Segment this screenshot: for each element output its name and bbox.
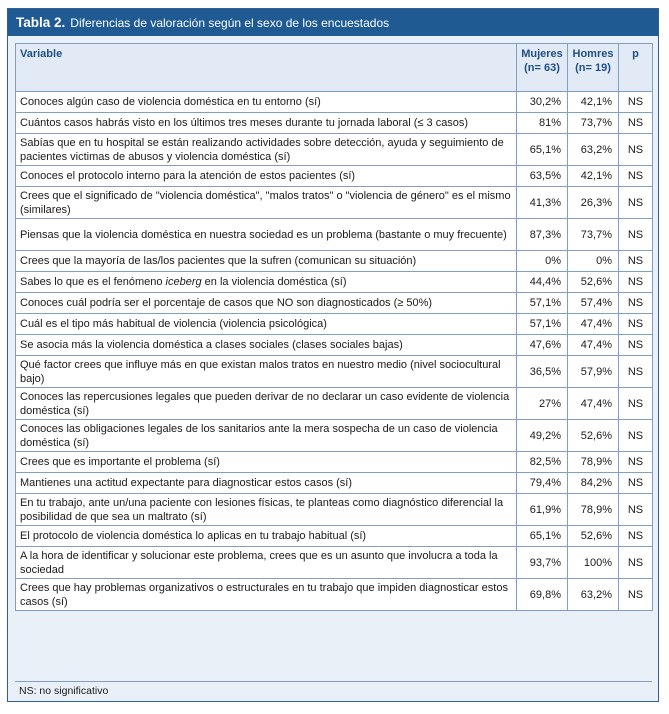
cell-hombres: 26,3% xyxy=(568,187,619,219)
cell-hombres: 78,9% xyxy=(568,494,619,526)
cell-mujeres: 61,9% xyxy=(517,494,568,526)
table-row xyxy=(16,452,653,473)
cell-variable: Conoces el protocolo interno para la atención de estos pacientes (sí) xyxy=(16,166,517,187)
cell-variable-post: en la violencia doméstica (sí) xyxy=(201,276,347,288)
cell-hombres: 47,4% xyxy=(568,314,619,335)
table-row xyxy=(16,293,653,314)
cell-hombres: 42,1% xyxy=(568,92,619,113)
table-label: Tabla 2. xyxy=(16,15,66,30)
cell-hombres: 73,7% xyxy=(568,113,619,134)
cell-variable: Conoces algún caso de violencia doméstica en tu entorno (sí) xyxy=(16,92,517,113)
table-row xyxy=(16,494,653,526)
cell-mujeres: 82,5% xyxy=(517,452,568,473)
table-row xyxy=(16,314,653,335)
cell-mujeres: 27% xyxy=(517,388,568,420)
cell-variable: Crees que el significado de "violencia doméstica", "malos tratos" o "violencia de género" es el mismo (similares) xyxy=(16,187,517,219)
cell-mujeres: 57,1% xyxy=(517,293,568,314)
cell-p: NS xyxy=(619,547,653,579)
cell-hombres: 73,7% xyxy=(568,219,619,251)
table-row xyxy=(16,219,653,251)
cell-mujeres: 93,7% xyxy=(517,547,568,579)
table-title-bar xyxy=(8,9,658,36)
header-mujeres-n: (n= 63) xyxy=(524,62,560,74)
cell-variable: Se asocia más la violencia doméstica a clases sociales (clases sociales bajas) xyxy=(16,335,517,356)
cell-mujeres: 69,8% xyxy=(517,579,568,611)
cell-mujeres: 49,2% xyxy=(517,420,568,452)
table-row xyxy=(16,187,653,219)
cell-mujeres: 87,3% xyxy=(517,219,568,251)
cell-p: NS xyxy=(619,187,653,219)
cell-variable: Piensas que la violencia doméstica en nuestra sociedad es un problema (bastante o muy frecuente) xyxy=(16,219,517,251)
cell-p: NS xyxy=(619,293,653,314)
cell-p: NS xyxy=(619,579,653,611)
header-hombres-label: Homres xyxy=(572,48,614,60)
cell-p: NS xyxy=(619,356,653,388)
table-row xyxy=(16,335,653,356)
table-row xyxy=(16,92,653,113)
header-variable: Variable xyxy=(16,44,517,92)
cell-variable: El protocolo de violencia doméstica lo aplicas en tu trabajo habitual (sí) xyxy=(16,526,517,547)
data-table xyxy=(15,43,653,611)
cell-variable: Crees que hay problemas organizativos o estructurales en tu trabajo que impiden diagnosticar estos casos (sí) xyxy=(16,579,517,611)
cell-variable-emphasis: iceberg xyxy=(165,276,202,288)
cell-mujeres: 47,6% xyxy=(517,335,568,356)
cell-variable xyxy=(16,272,517,293)
table-row xyxy=(16,356,653,388)
cell-p: NS xyxy=(619,251,653,272)
cell-p: NS xyxy=(619,420,653,452)
cell-p: NS xyxy=(619,388,653,420)
cell-p: NS xyxy=(619,113,653,134)
header-hombres-n: (n= 19) xyxy=(575,62,611,74)
cell-p: NS xyxy=(619,473,653,494)
cell-hombres: 57,9% xyxy=(568,356,619,388)
cell-mujeres: 41,3% xyxy=(517,187,568,219)
cell-p: NS xyxy=(619,134,653,166)
cell-variable: Crees que es importante el problema (sí) xyxy=(16,452,517,473)
cell-variable: Crees que la mayoría de las/los pacientes que la sufren (comunican su situación) xyxy=(16,251,517,272)
cell-p: NS xyxy=(619,526,653,547)
cell-mujeres: 81% xyxy=(517,113,568,134)
header-row xyxy=(16,44,653,92)
header-mujeres xyxy=(517,44,568,92)
cell-mujeres: 57,1% xyxy=(517,314,568,335)
cell-variable: En tu trabajo, ante un/una paciente con lesiones físicas, te planteas como diagnóstico diferencial la posibilidad de que sea un maltrato (sí) xyxy=(16,494,517,526)
cell-p: NS xyxy=(619,92,653,113)
cell-variable: Cuántos casos habrás visto en los últimos tres meses durante tu jornada laboral (≤ 3 casos) xyxy=(16,113,517,134)
cell-mujeres: 30,2% xyxy=(517,92,568,113)
cell-variable: Cuál es el tipo más habitual de violencia (violencia psicológica) xyxy=(16,314,517,335)
cell-hombres: 52,6% xyxy=(568,272,619,293)
header-hombres xyxy=(568,44,619,92)
cell-hombres: 52,6% xyxy=(568,526,619,547)
header-p: p xyxy=(619,44,653,92)
cell-hombres: 63,2% xyxy=(568,134,619,166)
table-row xyxy=(16,251,653,272)
cell-p: NS xyxy=(619,314,653,335)
cell-mujeres: 79,4% xyxy=(517,473,568,494)
cell-mujeres: 65,1% xyxy=(517,526,568,547)
cell-mujeres: 44,4% xyxy=(517,272,568,293)
cell-mujeres: 65,1% xyxy=(517,134,568,166)
table-row xyxy=(16,166,653,187)
cell-hombres: 47,4% xyxy=(568,335,619,356)
cell-hombres: 42,1% xyxy=(568,166,619,187)
table-row xyxy=(16,547,653,579)
cell-hombres: 52,6% xyxy=(568,420,619,452)
cell-mujeres: 36,5% xyxy=(517,356,568,388)
cell-p: NS xyxy=(619,335,653,356)
cell-mujeres: 63,5% xyxy=(517,166,568,187)
cell-hombres: 57,4% xyxy=(568,293,619,314)
cell-p: NS xyxy=(619,452,653,473)
cell-variable: Conoces las repercusiones legales que pueden derivar de no declarar un caso evidente de violencia doméstica (sí) xyxy=(16,388,517,420)
table-caption: Diferencias de valoración según el sexo de los encuestados xyxy=(70,15,390,30)
cell-p: NS xyxy=(619,272,653,293)
cell-hombres: 100% xyxy=(568,547,619,579)
cell-p: NS xyxy=(619,219,653,251)
table-row xyxy=(16,113,653,134)
cell-mujeres: 0% xyxy=(517,251,568,272)
cell-hombres: 63,2% xyxy=(568,579,619,611)
cell-p: NS xyxy=(619,166,653,187)
cell-variable: Sabías que en tu hospital se están realizando actividades sobre detección, ayuda y seguimiento de pacientes victimas de abusos y violencia doméstica (sí) xyxy=(16,134,517,166)
cell-p: NS xyxy=(619,494,653,526)
table-row xyxy=(16,134,653,166)
cell-variable: Mantienes una actitud expectante para diagnosticar estos casos (sí) xyxy=(16,473,517,494)
cell-variable: A la hora de identificar y solucionar este problema, crees que es un asunto que involucra a toda la sociedad xyxy=(16,547,517,579)
cell-variable-pre: Sabes lo que es el fenómeno xyxy=(20,276,166,288)
header-mujeres-label: Mujeres xyxy=(521,48,563,60)
table-row xyxy=(16,388,653,420)
cell-hombres: 0% xyxy=(568,251,619,272)
table-row xyxy=(16,526,653,547)
table-row xyxy=(16,272,653,293)
table-row xyxy=(16,579,653,611)
table-row xyxy=(16,420,653,452)
cell-variable: Conoces cuál podría ser el porcentaje de casos que NO son diagnosticados (≥ 50%) xyxy=(16,293,517,314)
table-row xyxy=(16,473,653,494)
table-footnote: NS: no significativo xyxy=(15,681,652,699)
cell-hombres: 47,4% xyxy=(568,388,619,420)
cell-hombres: 78,9% xyxy=(568,452,619,473)
cell-variable: Qué factor crees que influye más en que existan malos tratos en nuestro medio (nivel sociocultural bajo) xyxy=(16,356,517,388)
cell-variable: Conoces las obligaciones legales de los sanitarios ante la mera sospecha de un caso de violencia doméstica (sí) xyxy=(16,420,517,452)
table-frame xyxy=(7,8,659,702)
cell-hombres: 84,2% xyxy=(568,473,619,494)
